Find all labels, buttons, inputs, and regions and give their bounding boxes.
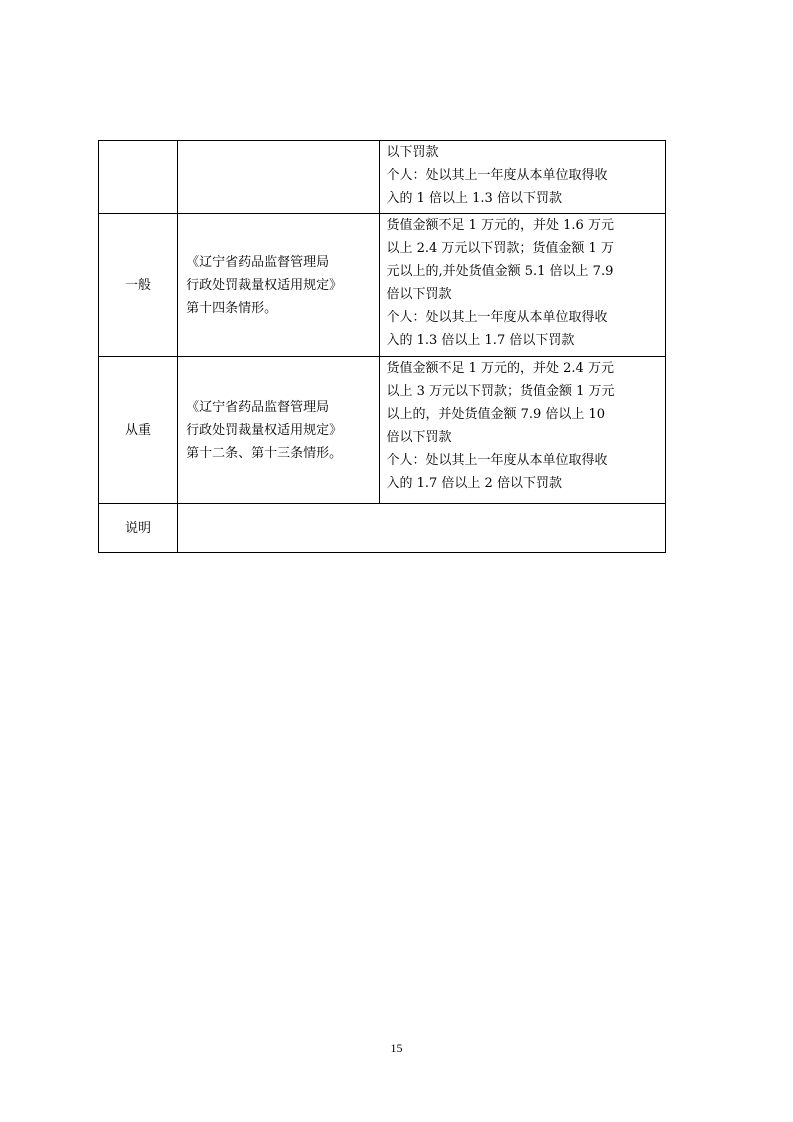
basis-cell	[178, 141, 380, 214]
penalty-line: 个人：处以其上一年度从本单位取得收	[386, 168, 608, 183]
penalty-line: 货值金额不足 1 万元的，并处 1.6 万元	[386, 218, 614, 233]
penalty-line: 以上 3 万元以下罚款；货值金额 1 万元	[386, 384, 615, 399]
table-row-severe	[99, 357, 666, 504]
penalty-line: 入的 1 倍以上 1.3 倍以下罚款	[386, 191, 562, 206]
penalty-line: 以上 2.4 万元以下罚款；货值金额 1 万	[386, 241, 614, 256]
basis-line: 《辽宁省药品监督管理局	[186, 254, 330, 270]
penalty-line: 入的 1.7 倍以上 2 倍以下罚款	[386, 476, 562, 491]
basis-cell	[178, 214, 380, 357]
table-row-note	[99, 504, 666, 553]
penalty-line: 以下罚款	[386, 145, 439, 160]
level-cell: 一般	[99, 214, 178, 357]
level-cell: 从重	[99, 357, 178, 504]
basis-line: 《辽宁省药品监督管理局	[186, 399, 330, 415]
note-content	[178, 504, 666, 553]
penalty-line: 倍以下罚款	[386, 430, 452, 445]
page-number: 15	[390, 1041, 403, 1055]
penalty-line: 以上的，并处货值金额 7.9 倍以上 10	[386, 407, 606, 422]
basis-line: 行政处罚裁量权适用规定》	[186, 422, 343, 438]
note-label: 说明	[99, 504, 178, 553]
penalty-cell	[380, 141, 666, 214]
level-cell	[99, 141, 178, 214]
penalty-line: 入的 1.3 倍以上 1.7 倍以下罚款	[386, 333, 575, 348]
penalty-cell	[380, 214, 666, 357]
table-row-continued	[99, 141, 666, 214]
basis-line: 第十二条、第十三条情形。	[186, 445, 343, 461]
table-row-general	[99, 214, 666, 357]
basis-cell	[178, 357, 380, 504]
penalty-line: 倍以下罚款	[386, 287, 452, 302]
penalty-line: 元以上的,并处货值金额 5.1 倍以上 7.9	[386, 264, 614, 279]
basis-line: 第十四条情形。	[186, 300, 278, 316]
penalty-line: 个人：处以其上一年度从本单位取得收	[386, 310, 608, 325]
penalty-line: 个人：处以其上一年度从本单位取得收	[386, 453, 608, 468]
penalty-cell	[380, 357, 666, 504]
penalty-line: 货值金额不足 1 万元的，并处 2.4 万元	[386, 361, 614, 376]
basis-line: 行政处罚裁量权适用规定》	[186, 277, 343, 293]
penalty-discretion-table	[98, 140, 666, 553]
